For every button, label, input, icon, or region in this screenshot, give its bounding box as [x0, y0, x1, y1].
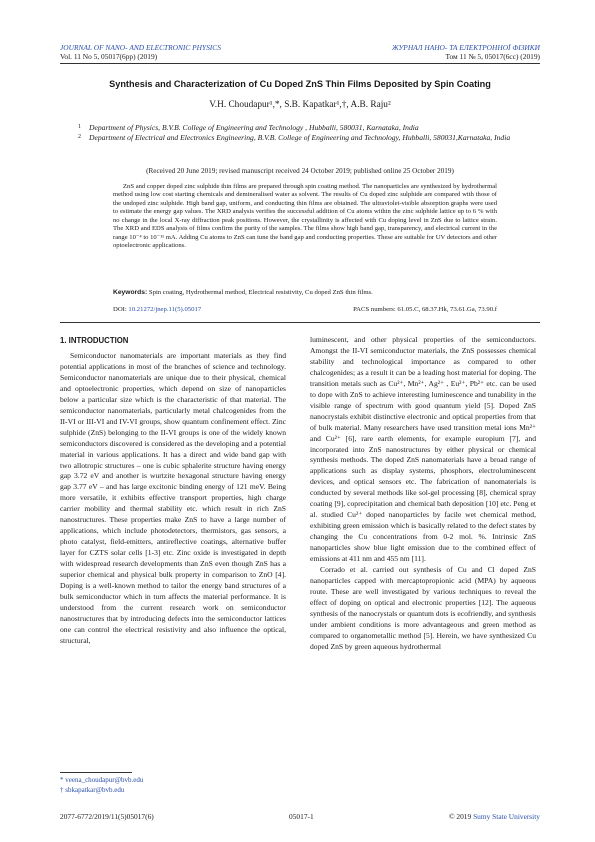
footnote-email-1[interactable]: * veena_choudapur@bvb.edu	[60, 776, 144, 784]
page-footer	[60, 812, 540, 821]
doi-label: DOI:	[113, 306, 127, 313]
pacs-numbers: PACS numbers: 61.05.C, 68.37.Hk, 73.61.Ga, 73.90.f	[353, 306, 497, 313]
journal-name-ua[interactable]: ЖУРНАЛ НАНО- ТА ЕЛЕКТРОННОЇ ФІЗИКИ	[391, 43, 540, 52]
keywords-label: Keywords:	[113, 289, 148, 296]
publisher-link[interactable]: Sumy State University	[473, 812, 540, 821]
section-heading: 1. INTRODUCTION	[60, 336, 129, 345]
paper-title: Synthesis and Characterization of Cu Doped ZnS Thin Films Deposited by Spin Coating	[109, 79, 491, 89]
footnote-rule	[60, 772, 132, 773]
affiliation-1	[78, 123, 533, 133]
journal-name-en[interactable]: JOURNAL OF NANO- AND ELECTRONIC PHYSICS	[60, 43, 221, 52]
affiliation-text: Department of Physics, B.V.B. College of Engineering and Technology , Hubballi, 580031, Karnataka, India	[89, 123, 419, 132]
doi-link[interactable]: 10.21272/jnep.11(5).05017	[128, 306, 202, 313]
page-number: 05017-1	[289, 812, 314, 821]
abstract-rule	[60, 322, 540, 323]
footer-issn: 2077-6772/2019/11(5)05017(6)	[60, 812, 154, 821]
body-column-left: Semiconductor nanomaterials are important materials as they find potential applications in most of the branches of science and technology. Semiconductor nanomaterials are unique due to their physical, chemical and optoelectronic properties, which depend on size of nanoparticles below a particular size which is the characteristic of that material. The semiconductor nanomaterials, particularly metal chalcogenides from the II-VI or III-VI and IV-VI groups, show quantum confinement effect. Zinc sulphide (ZnS) belonging to the II-VI groups is one of the widely known semiconductors discovered is considered as the developing and a potential material in various applications. It has a direct and wide band gap with two allotropic structures – one is cubic sphalerite structure having energy gap 3.72 eV and another is wurtzite hexagonal structure having energy gap 3.77 eV – and has large excitonic binding energy of 121 meV. Being more versatile, it exhibits effective transport properties, high charge carrier mobility and thermal stability etc. which result in rich ZnS nanostructures. These properties make ZnS to have a large number of applications, which include photodetectors, thermistors, gas sensors, a photo catalyst, field-emitters, antireflective coatings, alternative buffer layer for CZTS solar cells [1-3] etc. Zinc oxide is investigated in depth with widespread research developments than ZnS even though ZnS has a superior chemical and physical bulk property in comparison to ZnO [4]. Doping is a well-known method to tailor the energy band structures of a bulk semiconductor which in turn affects the material performance. It is understood from the current research work on semiconductor nanostructures that by introducing defects into the semiconductor lattices one can control the electrical resistivity and also influence the optical, structural,	[60, 351, 286, 645]
keywords-text: Spin coating, Hydrothermal method, Electrical resistivity, Cu doped ZnS thin films.	[148, 289, 373, 296]
paragraph: luminescent, and other physical properties of the semiconductors. Amongst the II-VI semiconductor materials, the ZnS possesses chemical stability and technological importance as compared to other chalcogenides; as a result it can be a leading host material for doping. The transition metals such as Cu²⁺, Mn²⁺, Ag²⁺ , Eu²⁺, Pb²⁺ etc. can be used to dope with ZnS to achieve interesting luminescence and tunability in the visible range of spectrum with good quantum yield [5]. Doped ZnS nanocrystals exhibit distinctive electronic and optical properties from that of bulk material. Many researchers have used transition metal ions Mn²⁺ and Cu²⁺ [6], rare earth elements, for example europium [7], and incorporated into ZnS nanostructures by either physical or chemical synthesis methods. The doped ZnS nanomaterials have a broad range of applications such as display systems, phosphors, electroluminescent devices, and optical sensors etc. The fabrication of nanomaterials is conducted by several methods like sol-gel processing [8], chemical spray coating [9], coprecipitation and chemical bath deposition [10] etc. Peng et al. studied Cu²⁺ doped nanoparticles by facile wet chemical method, exhibiting green emission which is basically related to the defect states by changing the Cu concentrations from 0-2 mol. %. Intrinsic ZnS nanoparticles show blue light emission due to the combined effect of emissions at 411 nm and 455 nm [11].	[310, 335, 536, 564]
keywords	[113, 289, 497, 296]
footnote-email-2[interactable]: † sbkapatkar@bvb.edu	[60, 786, 125, 794]
affiliation-number: 1	[78, 124, 81, 130]
copyright: © 2019	[448, 812, 472, 821]
body-column-right	[310, 335, 536, 653]
affiliation-2	[78, 133, 533, 143]
abstract: ZnS and copper doped zinc sulphide thin films are prepared through spin coating method. The nanoparticles are synthesized by hydrothermal method using low cost starting chemicals and demineralised water as solvent. The results of Cu doped zinc sulphide are compared with those of the undoped zinc sulphide. High band gap, uniform, and conducting thin films are obtained. The ultraviolet-visible absorption graphs were used to estimate the energy gap values. The XRD analysis verifies the successful addition of Cu atoms within the zinc sulphide lattice up to 6 % with no change in the local X-ray diffraction peak positions. However, the crystallinity is affected with Cu doping level in ZnS due to lattice strain. The XRD and EDS analysis of films confirm the purity of the samples. The films show high band gap, transparency, and electrical current in the range 10⁻⁴ to 10⁻¹¹ mA. Adding Cu atoms to ZnS can tune the band gap and conducting properties. These are suitable for UV detectors and other optoelectronic applications.	[113, 183, 497, 250]
running-header	[60, 43, 540, 61]
affiliation-number: 2	[78, 133, 81, 140]
header-rule	[60, 63, 540, 64]
paragraph: Corrado et al. carried out synthesis of Cu and Cl doped ZnS nanoparticles capped with mercaptopropionic acid (MPA) by aqueous route. These are well investigated by various techniques to reveal the effect of doping on optical and electronic properties [12]. The aqueous synthesis of the nanocrystals or quantum dots is ecofriendly, and synthesis under ambient conditions is more advantageous and green method as compared to organometallic method [5]. Herein, we have synthesized Cu doped ZnS by green aqueous hydrothermal	[310, 565, 536, 651]
affiliations	[78, 123, 533, 142]
received-dates: (Received 20 June 2019; revised manuscript received 24 October 2019; published online 25 October 2019)	[146, 167, 454, 175]
doi-line	[113, 306, 497, 313]
affiliation-text: Department of Electrical and Electronics Engineering, B.V.B. College of Engineering and Technology, Hubballi, 580031,Karnataka, India	[89, 132, 511, 142]
volume-ua: Том 11 № 5, 05017(6cc) (2019)	[445, 52, 540, 61]
volume-en: Vol. 11 No 5, 05017(6pp) (2019)	[60, 52, 158, 61]
author-list: V.H. Choudapur¹,*, S.B. Kapatkar¹,†, A.B. Raju²	[209, 100, 391, 110]
